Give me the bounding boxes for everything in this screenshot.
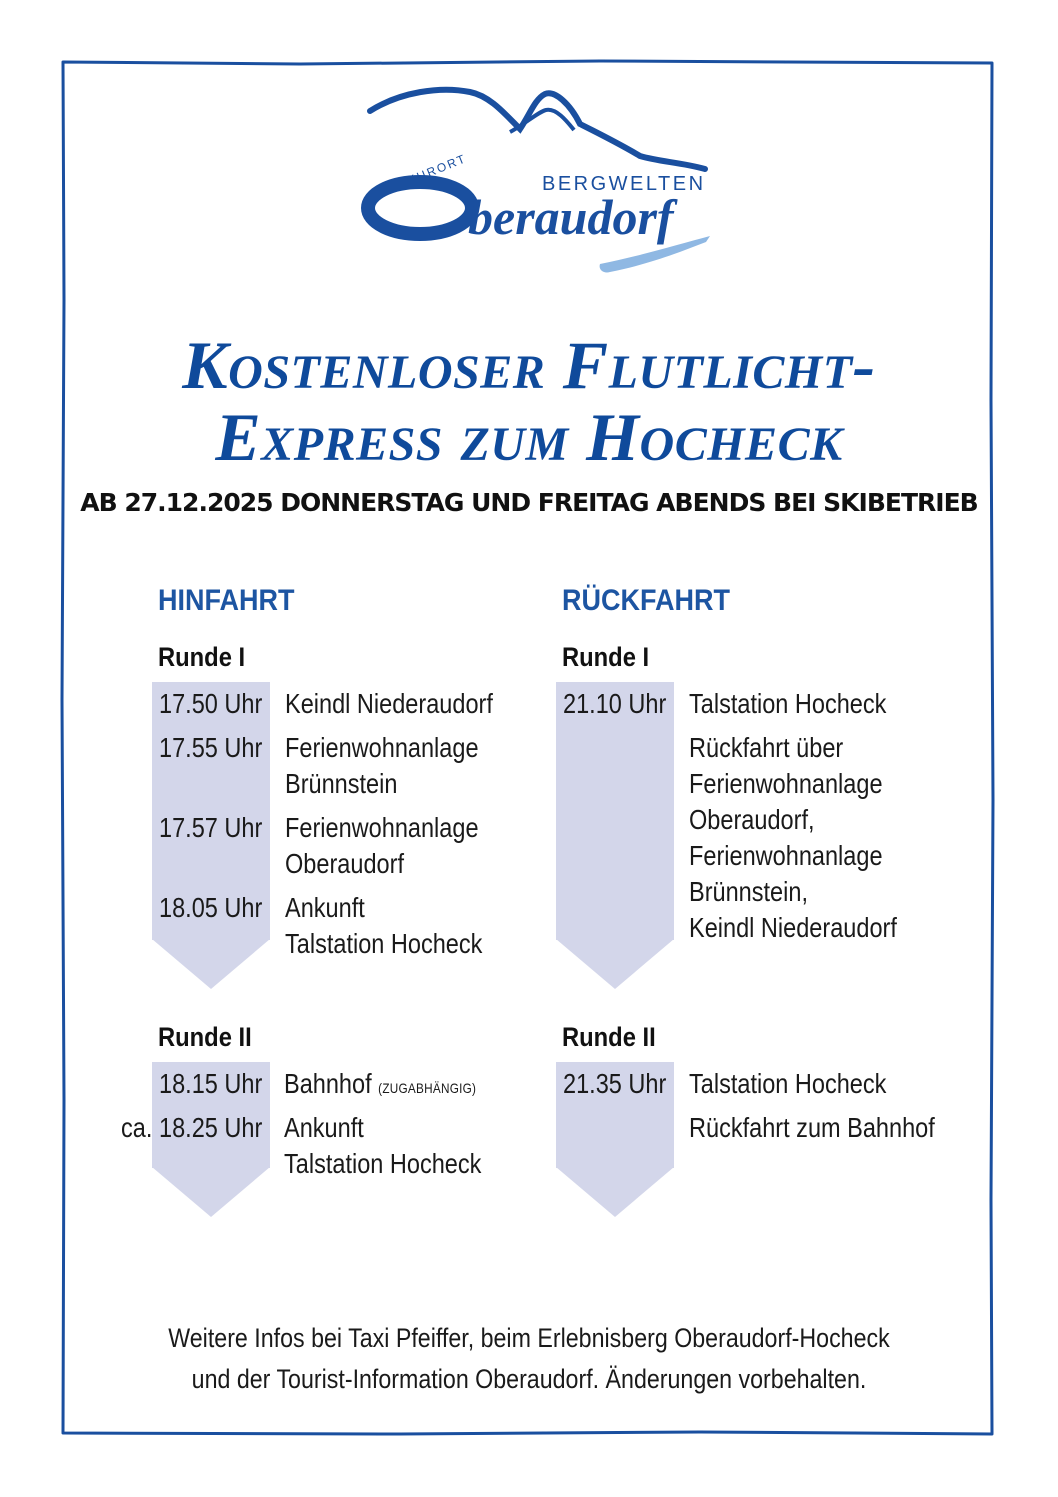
footer-info [60,1318,998,1400]
hinfahrt-runde-1-label: Runde I [158,642,246,672]
luftkurort-text: LUFTKURORT [370,151,469,202]
time-label: 17.55 Uhr [159,732,263,763]
time-label: 17.57 Uhr [159,812,263,843]
footer-line-1: Weitere Infos bei Taxi Pfeiffer, beim Erlebnisberg Oberaudorf-Hocheck [168,1323,890,1353]
stop-note: (ZUGABHÄNGIG) [378,1080,477,1096]
stop-label: Talstation Hocheck [689,1068,887,1099]
time-label: 18.25 Uhr [159,1112,263,1143]
rueckfahrt-title: RÜCKFAHRT [562,584,730,617]
rueckfahrt-runde-2-label: Runde II [562,1022,656,1052]
date-subline: AB 27.12.2025 DONNERSTAG UND FREITAG ABENDS BEI SKIBETRIEB [80,488,978,517]
stop-label: Ferienwohnanlage [689,768,883,799]
headline-line-2: Express zum Hocheck [215,399,843,475]
mountain-logo-icon [360,84,720,284]
rueckfahrt-runde-1-label: Runde I [562,642,650,672]
stop-label: Rückfahrt über [689,732,844,763]
time-label: 18.15 Uhr [159,1068,263,1099]
approx-prefix: ca. [120,1112,152,1143]
stop-label: Brünnstein, [689,876,808,907]
time-label: 17.50 Uhr [159,688,263,719]
hinfahrt-runde-2-label: Runde II [158,1022,252,1052]
stop-label: Talstation Hocheck [689,688,887,719]
oberaudorf-logo [360,84,720,284]
bergwelten-text: BERGWELTEN [542,173,706,195]
stop-label: Oberaudorf [285,848,404,879]
stop-label: Ankunft [284,1112,364,1143]
hinfahrt-title: HINFAHRT [158,584,295,617]
time-label: 18.05 Uhr [159,892,263,923]
time-label: 21.35 Uhr [563,1068,667,1099]
stop-label: Rückfahrt zum Bahnhof [689,1112,935,1143]
stop-label: Ferienwohnanlage [285,812,479,843]
oberaudorf-wordmark: beraudorf [468,189,674,245]
stop-label: Keindl Niederaudorf [285,688,493,719]
stop-label: Oberaudorf, [689,804,815,835]
stop-label: Keindl Niederaudorf [689,912,897,943]
stop-label: Talstation Hocheck [284,1148,482,1179]
stop-label [284,1066,476,1106]
stop-label: Ferienwohnanlage [689,840,883,871]
stop-label: Ferienwohnanlage [285,732,479,763]
stop-label: Brünnstein [285,768,398,799]
stop-name: Bahnhof [284,1068,372,1099]
time-label: 21.10 Uhr [563,688,667,719]
stop-label: Ankunft [285,892,365,923]
headline-line-1: Kostenloser Flutlicht- [182,327,876,403]
footer-line-2: und der Tourist-Information Oberaudorf. Änderungen vorbehalten. [191,1364,867,1394]
stop-label: Talstation Hocheck [285,928,483,959]
